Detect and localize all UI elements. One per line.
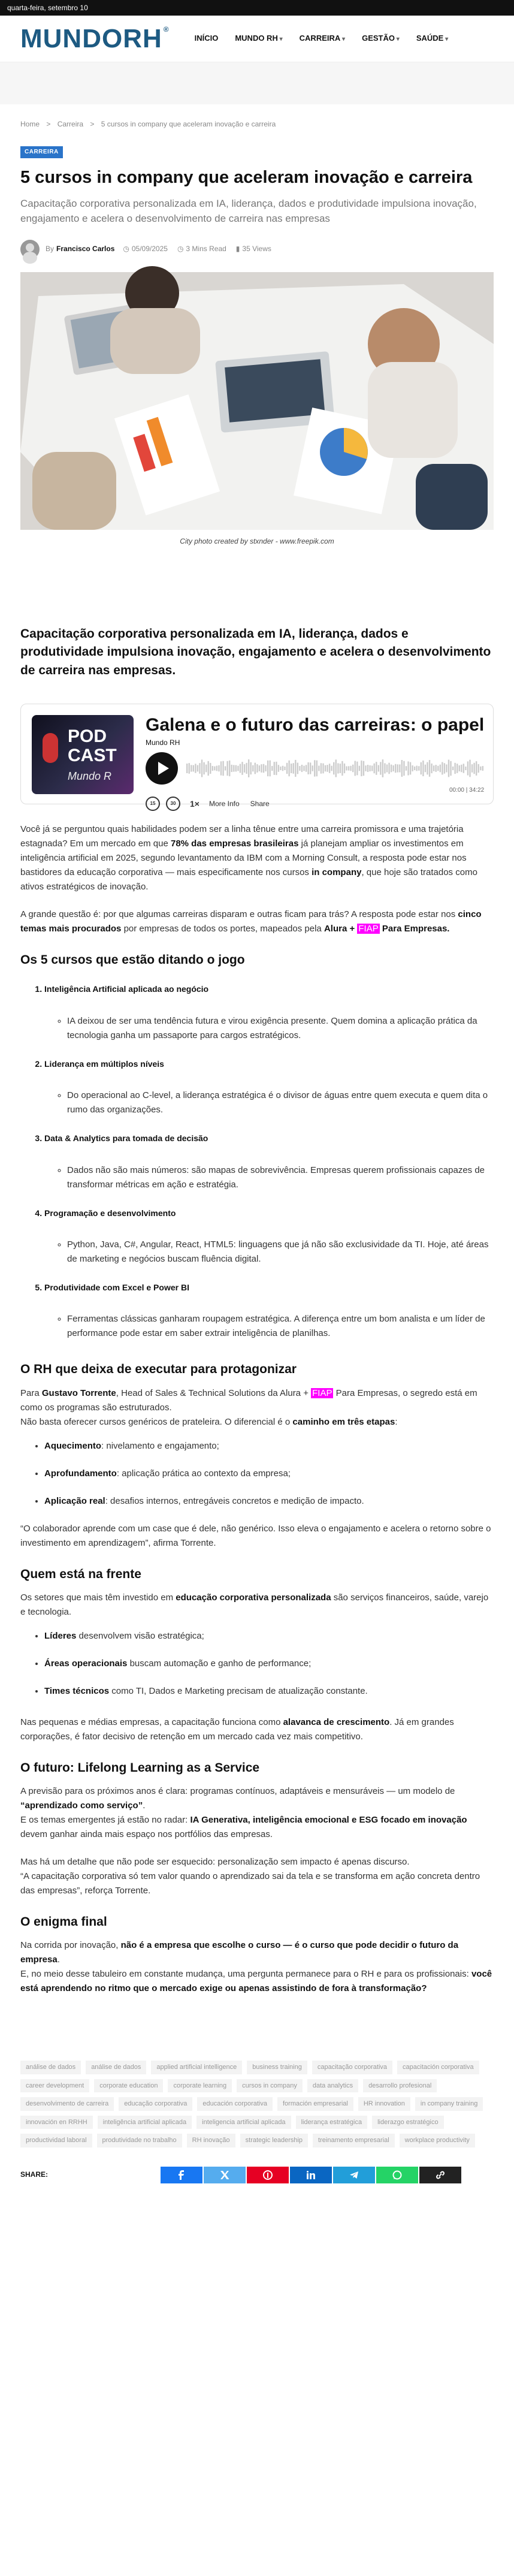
topic-description: ◦ IA deixou de ser uma tendência futura e virou exigência presente. Quem domina a aplicação prática da tecnologia ganha um passaporte para cargos estratégicos. bbox=[67, 1014, 494, 1043]
tag-link[interactable]: educação corporativa bbox=[119, 2097, 192, 2111]
nav-item-gestão[interactable]: GESTÃO ▾ bbox=[353, 32, 408, 45]
topic-item bbox=[44, 1057, 494, 1117]
tag-link[interactable]: innovación en RRHH bbox=[20, 2116, 93, 2129]
nav-item-início[interactable]: INÍCIO bbox=[194, 34, 219, 43]
topic-title: Inteligência Artificial aplicada ao negócio bbox=[44, 984, 209, 994]
topic-description: ◦ Python, Java, C#, Angular, React, HTML5: linguagens que já não são exclusividade da TI. Hoje, até áreas de marketing e negócios buscam fluência digital. bbox=[67, 1238, 494, 1266]
more-info-button[interactable]: More Info bbox=[208, 799, 240, 808]
chart-icon: ▮ bbox=[235, 244, 240, 253]
featured-image bbox=[20, 272, 494, 530]
share-whatsapp-button[interactable] bbox=[376, 2167, 418, 2183]
current-date: quarta-feira, setembro 10 bbox=[7, 4, 88, 12]
step-item: • Aprofundamento: aplicação prática ao contexto da empresa; bbox=[44, 1467, 494, 1481]
main-nav bbox=[186, 32, 457, 45]
step-item: • Aquecimento: nivelamento e engajamento; bbox=[44, 1439, 494, 1453]
duration: 34:22 bbox=[469, 787, 485, 794]
nav-item-carreira[interactable]: CARREIRA ▾ bbox=[291, 32, 353, 45]
tag-link[interactable]: liderazgo estratégico bbox=[372, 2116, 444, 2129]
nav-item-mundo-rh[interactable]: MUNDO RH ▾ bbox=[226, 32, 291, 45]
article-body bbox=[20, 822, 494, 1996]
skip-back-button[interactable]: 15 bbox=[146, 797, 160, 811]
sectors-list bbox=[20, 1629, 494, 1699]
ad-band bbox=[0, 62, 514, 104]
tag-link[interactable]: inteligência artificial aplicada bbox=[98, 2116, 192, 2129]
tag-link[interactable]: treinamento empresarial bbox=[313, 2134, 395, 2147]
share-linkedin-button[interactable] bbox=[290, 2167, 332, 2183]
x-icon bbox=[220, 2170, 229, 2180]
paragraph: Os setores que mais têm investido em educação corporativa personalizada são serviços financeiros, saúde, varejo e tecnologia. bbox=[20, 1592, 489, 1617]
tag-link[interactable]: productividad laboral bbox=[20, 2134, 92, 2147]
tag-link[interactable]: strategic leadership bbox=[240, 2134, 308, 2147]
share-bar bbox=[20, 2167, 494, 2183]
breadcrumb-current: 5 cursos in company que aceleram inovação e carreira bbox=[101, 120, 276, 128]
tag-link[interactable]: desenvolvimento de carreira bbox=[20, 2097, 114, 2111]
author-avatar[interactable] bbox=[20, 240, 40, 259]
paragraph: Mas há um detalhe que não pode ser esquecido: personalização sem impacto é apenas discurso. “A capacitação corporativa só tem valor quando o aprendizado sai da tela e se transforma em ação concreta dentro das empresas”, reforça Torrente. bbox=[20, 1857, 480, 1896]
calendar-icon: ◷ bbox=[123, 244, 129, 253]
tag-link[interactable]: workplace productivity bbox=[400, 2134, 475, 2147]
tag-link[interactable]: applied artificial intelligence bbox=[151, 2061, 242, 2074]
tag-link[interactable]: corporate education bbox=[94, 2079, 163, 2093]
topics-list bbox=[20, 982, 494, 1341]
article-subtitle: Capacitação corporativa personalizada em IA, liderança, dados e produtividade impulsiona inovação, engajamento e acelera o desenvolvimento de carreira nas empresas bbox=[20, 198, 477, 224]
topic-title: Programação e desenvolvimento bbox=[44, 1208, 176, 1218]
podcast-share-button[interactable]: Share bbox=[250, 799, 270, 808]
tag-link[interactable]: formación empresarial bbox=[277, 2097, 353, 2111]
tag-link[interactable]: produtividade no trabalho bbox=[97, 2134, 182, 2147]
step-item: • Aplicação real: desafios internos, entregáveis concretos e medição de impacto. bbox=[44, 1494, 494, 1509]
fiap-highlight[interactable]: FIAP bbox=[312, 1387, 332, 1398]
article-lead: Capacitação corporativa personalizada em IA, liderança, dados e produtividade impulsiona inovação, engajamento e acelera o desenvolvimento de carreira nas empresas. bbox=[20, 626, 491, 677]
tag-link[interactable]: cursos in company bbox=[237, 2079, 303, 2093]
copy-link-icon bbox=[436, 2170, 445, 2180]
image-caption: City photo created by stxnder - www.freepik.com bbox=[180, 536, 334, 545]
share-telegram-button[interactable] bbox=[333, 2167, 375, 2183]
tag-link[interactable]: capacitación corporativa bbox=[397, 2061, 479, 2074]
topic-title: Data & Analytics para tomada de decisão bbox=[44, 1133, 208, 1144]
play-button[interactable] bbox=[146, 752, 178, 785]
steps-list bbox=[20, 1439, 494, 1509]
topic-title: Produtividade com Excel e Power BI bbox=[44, 1282, 189, 1292]
tag-link[interactable]: corporate learning bbox=[168, 2079, 232, 2093]
breadcrumb-section[interactable]: Carreira bbox=[57, 120, 84, 128]
clock-icon: ◷ bbox=[177, 244, 184, 253]
tag-link[interactable]: business training bbox=[247, 2061, 307, 2074]
share-copy-link-button[interactable] bbox=[419, 2167, 461, 2183]
tag-link[interactable]: HR innovation bbox=[358, 2097, 410, 2111]
share-facebook-button[interactable] bbox=[161, 2167, 202, 2183]
skip-forward-button[interactable]: 30 bbox=[166, 797, 180, 811]
top-bar bbox=[0, 0, 514, 16]
site-header bbox=[0, 16, 514, 62]
view-count: 35 Views bbox=[242, 244, 271, 253]
audio-waveform[interactable] bbox=[186, 756, 484, 780]
read-time: 3 Mins Read bbox=[186, 244, 226, 253]
microphone-icon bbox=[43, 733, 58, 763]
topic-item bbox=[44, 1132, 494, 1192]
tag-link[interactable]: desarrollo profesional bbox=[363, 2079, 437, 2093]
share-pinterest-button[interactable] bbox=[247, 2167, 289, 2183]
article-title: 5 cursos in company que aceleram inovação e carreira bbox=[20, 168, 473, 187]
nav-item-saúde[interactable]: SAÚDE ▾ bbox=[408, 32, 456, 45]
section-heading: O enigma final bbox=[20, 1915, 107, 1929]
tag-link[interactable]: análise de dados bbox=[86, 2061, 146, 2074]
category-badge[interactable]: CARREIRA bbox=[20, 146, 63, 158]
paragraph: A grande questão é: por que algumas carreiras disparam e outras ficam para trás? A resposta pode estar nos cinco temas mais procurados por empresas de todos os portes, mapeados pela Alura + FIAP Para Empresas. bbox=[20, 909, 482, 934]
section-heading: O futuro: Lifelong Learning as a Service bbox=[20, 1760, 260, 1775]
podcast-player: POD CAST Mundo R Galena e o futuro das carreiras: o papel Mundo RH 00:00 | 34:22 15 30 1× More Info Share bbox=[20, 704, 494, 804]
sector-item: • Áreas operacionais buscam automação e ganho de performance; bbox=[44, 1657, 494, 1671]
podcast-cover: POD CAST Mundo R bbox=[32, 715, 134, 794]
sector-item: • Times técnicos como TI, Dados e Marketing precisam de atualização constante. bbox=[44, 1684, 494, 1699]
paragraph: Na corrida por inovação, não é a empresa que escolhe o curso — é o curso que pode decidir o futuro da empresa. E, no meio desse tabuleiro em constante mudança, uma pergunta permanece para o RH e para os profissionais: você está aprendendo no ritmo que o mercado exige ou apenas assistindo de fora à transformação? bbox=[20, 1940, 492, 1994]
topic-description: ◦ Ferramentas clássicas ganharam roupagem estratégica. A diferença entre um bom analista e um líder de performance pode estar em saber extrair inteligência de planilhas. bbox=[67, 1312, 494, 1341]
tag-link[interactable]: análise de dados bbox=[20, 2061, 81, 2074]
playback-speed[interactable]: 1× bbox=[190, 799, 199, 809]
tag-link[interactable]: RH inovação bbox=[187, 2134, 235, 2147]
whatsapp-icon bbox=[392, 2170, 402, 2180]
tag-link[interactable]: capacitação corporativa bbox=[312, 2061, 392, 2074]
show-name[interactable]: Mundo RH bbox=[146, 738, 180, 747]
section-heading: Os 5 cursos que estão ditando o jogo bbox=[20, 953, 245, 967]
share-label: SHARE: bbox=[20, 2170, 49, 2179]
quote: “O colaborador aprende com um case que é dele, não genérico. Isso eleva o engajamento e acelera o retorno sobre o investimento em aprendizagem”, afirma Torrente. bbox=[20, 1523, 491, 1548]
share-x-button[interactable] bbox=[204, 2167, 246, 2183]
site-logo[interactable]: MUNDORH ® bbox=[20, 23, 170, 53]
topic-item bbox=[44, 982, 494, 1042]
tag-link[interactable]: educación corporativa bbox=[197, 2097, 273, 2111]
topic-item bbox=[44, 1281, 494, 1341]
breadcrumb: Home > Carreira > 5 cursos in company que aceleram inovação e carreira bbox=[20, 120, 276, 128]
tag-link[interactable]: data analytics bbox=[307, 2079, 358, 2093]
topic-description: ◦ Do operacional ao C-level, a liderança estratégica é o divisor de águas entre quem executa e quem dita o rumo das organizações. bbox=[67, 1088, 494, 1117]
facebook-icon bbox=[177, 2170, 186, 2180]
fiap-highlight[interactable]: FIAP bbox=[358, 924, 379, 934]
section-heading: Quem está na frente bbox=[20, 1567, 141, 1581]
linkedin-icon bbox=[306, 2170, 316, 2180]
paragraph: A previsão para os próximos anos é clara: programas contínuos, adaptáveis e mensuráveis — um modelo de “aprendizado como serviço”. E os temas emergentes já estão no radar: IA Generativa, inteligência emocional e ESG focado em inovação devem ganhar ainda mais espaço nos portfólios das empresas. bbox=[20, 1786, 467, 1840]
paragraph: Para Gustavo Torrente, Head of Sales & Technical Solutions da Alura + FIAP Para Empresas, o segredo está em como os programas são estruturados. Não basta oferecer cursos genéricos de prateleira. O diferencial é o caminho em três etapas: bbox=[20, 1387, 477, 1427]
tag-link[interactable]: inteligencia artificial aplicada bbox=[196, 2116, 291, 2129]
tag-link[interactable]: in company training bbox=[415, 2097, 483, 2111]
episode-title: Galena e o futuro das carreiras: o papel bbox=[146, 715, 485, 735]
sector-item: • Líderes desenvolvem visão estratégica; bbox=[44, 1629, 494, 1643]
breadcrumb-home[interactable]: Home bbox=[20, 120, 40, 128]
paragraph: Você já se perguntou quais habilidades podem ser a linha tênue entre uma carreira promissora e uma trajetória estagnada? Em um mercado em que 78% das empresas brasileiras já planejam ampliar os investimentos em inteligência artificial em 2025, segundo levantamento da IBM com a Morning Consult, a resposta pode estar nos bastidores da educação corporativa — mais especificamente nos cursos in company, que hoje são tratados como ativos estratégicos de inovação. bbox=[20, 824, 477, 892]
publish-date: 05/09/2025 bbox=[131, 244, 168, 253]
tag-cloud bbox=[20, 2061, 494, 2152]
section-heading: O RH que deixa de executar para protagonizar bbox=[20, 1362, 297, 1377]
topic-description: ◦ Dados não são mais números: são mapas de sobrevivência. Empresas querem profissionais capazes de transformar métricas em ação e estratégia. bbox=[67, 1163, 494, 1192]
paragraph: Nas pequenas e médias empresas, a capacitação funciona como alavanca de crescimento. Já em grandes corporações, é fator decisivo de retenção em um mercado cada vez mais competitivo. bbox=[20, 1717, 454, 1742]
tag-link[interactable]: career development bbox=[20, 2079, 89, 2093]
author-name[interactable]: Francisco Carlos bbox=[56, 244, 115, 253]
tag-link[interactable]: liderança estratégica bbox=[296, 2116, 368, 2129]
pinterest-icon bbox=[263, 2170, 273, 2180]
current-time: 00:00 bbox=[449, 787, 464, 794]
topic-title: Liderança em múltiplos níveis bbox=[44, 1058, 164, 1069]
telegram-icon bbox=[349, 2170, 359, 2180]
topic-item bbox=[44, 1206, 494, 1266]
article-meta: By Francisco Carlos ◷ 05/09/2025 ◷ 3 Mins Read ▮ 35 Views bbox=[20, 240, 494, 259]
